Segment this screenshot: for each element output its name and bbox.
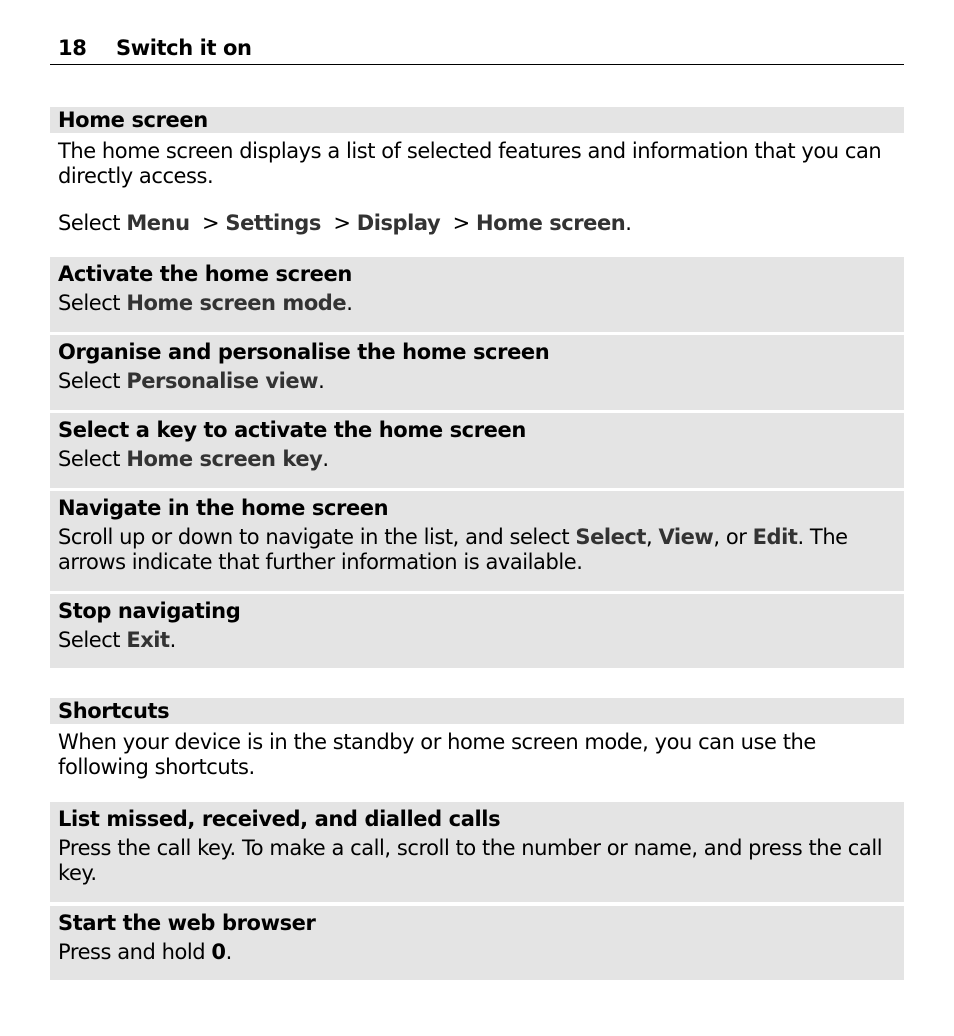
task-box [50, 802, 904, 902]
command-text: Edit [752, 525, 798, 549]
task-title: Stop navigating [58, 599, 241, 623]
settings-command: Settings [225, 211, 321, 235]
task-box [50, 491, 904, 591]
chapter-title: Switch it on [116, 36, 252, 60]
task-box [50, 594, 904, 668]
task-body: Press and hold 0. [58, 940, 232, 964]
task-body: Scroll up or down to navigate in the list, and select Select, View, or Edit. The arrows indicate that further information is available. [58, 525, 848, 574]
task-title: Navigate in the home screen [58, 496, 389, 520]
page-header [50, 36, 904, 65]
task-body: Select Home screen mode. [58, 291, 353, 315]
task-body: Select Exit. [58, 628, 176, 652]
display-command: Display [356, 211, 441, 235]
command-text: Select [575, 525, 646, 549]
task-title: Select a key to activate the home screen [58, 418, 526, 442]
task-body: Select Personalise view. [58, 369, 325, 393]
page-number: 18 [58, 36, 87, 60]
command-text: View [658, 525, 714, 549]
task-box [50, 906, 904, 980]
task-body: Select Home screen key. [58, 447, 329, 471]
task-title: Start the web browser [58, 911, 316, 935]
command-text: Exit [126, 628, 170, 652]
task-title: Organise and personalise the home screen [58, 340, 550, 364]
command-text: Personalise view [126, 369, 319, 393]
task-title: Activate the home screen [58, 262, 352, 286]
menu-path: Select Menu > Settings > Display > Home screen. [58, 211, 632, 235]
section-heading-home-screen: Home screen [50, 107, 904, 133]
section-heading-shortcuts: Shortcuts [50, 698, 904, 724]
task-body: Press the call key. To make a call, scroll to the number or name, and press the call key. [58, 836, 883, 885]
task-box [50, 335, 904, 410]
shortcuts-intro: When your device is in the standby or home screen mode, you can use the following shortcuts. [58, 730, 816, 779]
task-title: List missed, received, and dialled calls [58, 807, 501, 831]
task-box [50, 257, 904, 332]
home-screen-command: Home screen [476, 211, 626, 235]
command-text: Home screen key [126, 447, 323, 471]
task-box [50, 413, 904, 488]
key-text: 0 [211, 940, 226, 964]
command-text: Home screen mode [126, 291, 347, 315]
home-screen-intro: The home screen displays a list of selected features and information that you can directly access. [58, 139, 882, 188]
menu-command: Menu [126, 211, 190, 235]
